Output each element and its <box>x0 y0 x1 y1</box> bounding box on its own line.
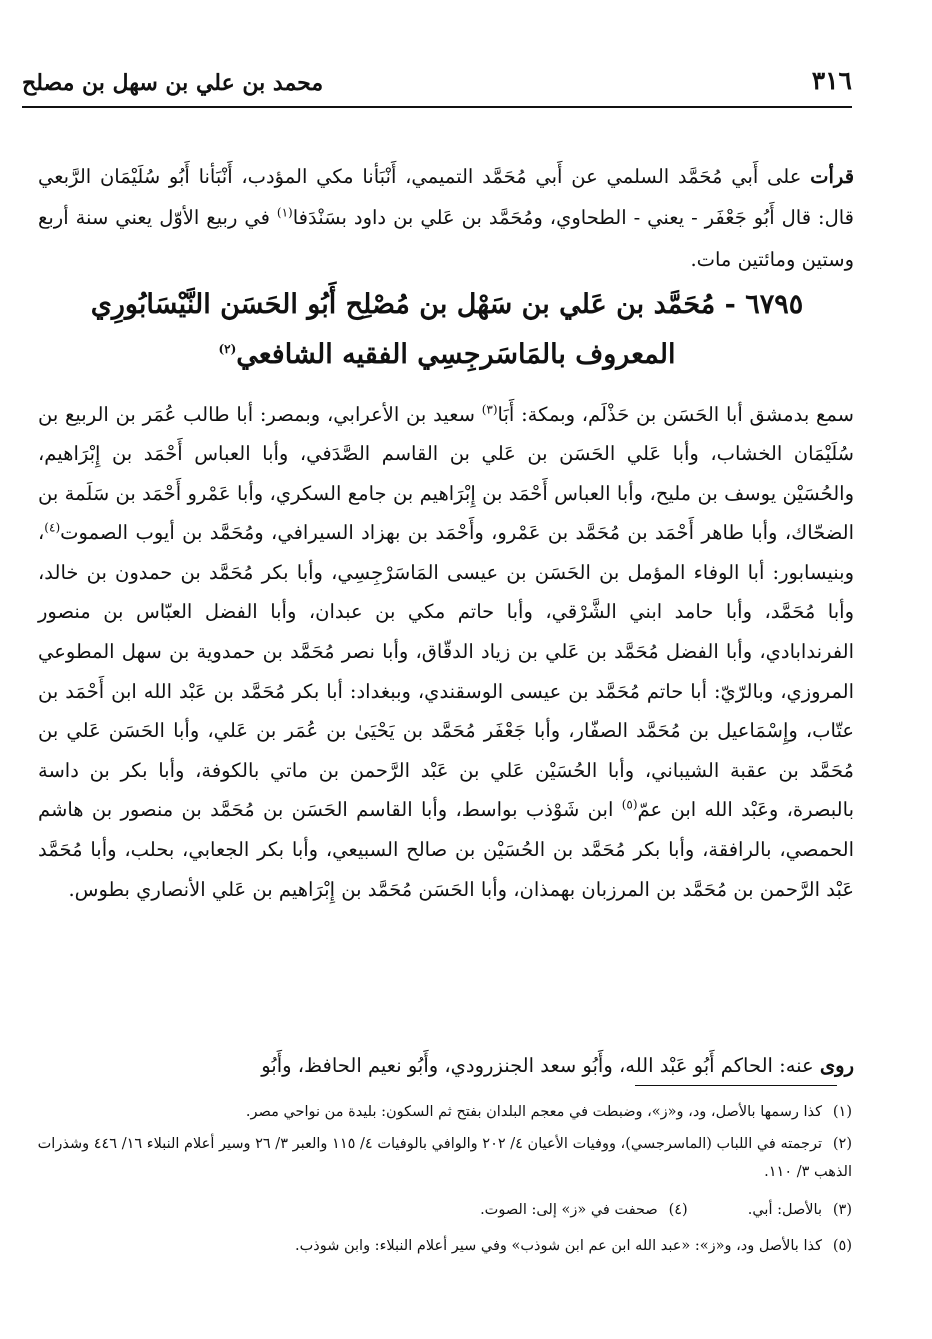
footnote-2 <box>22 1130 852 1186</box>
footnote-ref-5: (٥) <box>621 797 638 812</box>
main-paragraph-seg-1: سمع بدمشق أبا الحَسَن بن حَذْلَم، وبمكة: أَبَا <box>497 402 855 426</box>
footnote-5 <box>22 1232 852 1260</box>
footnote-4-text: صحفت في «ز» إلى: الصوت. <box>480 1202 658 1218</box>
footnote-2-text: ترجمته في اللباب (الماسرجسي)، ووفيات الأعيان ٤/ ٢٠٢ والوافي بالوفيات ٤/ ١١٥ والعبر ٣/ ٢٦ وسير أعلام النبلاء ١٦/ ٤٤٦ وشذرات الذهب ٣/ ١١٠. <box>37 1136 852 1180</box>
footnote-1-text: كذا رسمها بالأصل، ود، و«ز»، وضبطت في معجم البلدان بفتح ثم السكون: بليدة من نواحي مصر. <box>245 1104 822 1120</box>
riwa-paragraph-text: عنه: الحاكم أَبُو عَبْد الله، وأَبُو سعد الجنزرودي، وأَبُو نعيم الحافظ، وأَبُو <box>261 1053 814 1077</box>
footnote-4-number: (٤) <box>668 1202 688 1218</box>
entry-title-line-2 <box>40 330 854 380</box>
riwa-paragraph <box>38 1045 854 1087</box>
main-paragraph-seg-3: ، وبنيسابور: أبا الوفاء المؤمل بن الحَسَن بن عيسى المَاسَرْجِسِي، وأبا بكر مُحَمَّد بن حمدون بن خالد، وأبا مُحَمَّد، وأبا حامد ابني الشَّرْقي، وأبا حاتم مكي بن عبدان، وأبا الفضل العبّاس بن منصور الفرندابادي، وأبا الفضل مُحَمَّد بن عَلي بن زياد الدقّاق، وأبا نصر مُحَمَّد بن حمدوية بن سهل المطوعي المروزي، وبالرّيّ: أبا حاتم مُحَمَّد بن عيسى الوسقندي، وببغداد: أبا بكر مُحَمَّد بن عَبْد الله ابن أَحْمَد بن عتّاب، وإِسْمَاعيل بن مُحَمَّد الصفّار، وأبا جَعْفَر مُحَمَّد بن يَحْيَىٰ بن عُمَر بن عَلي، وأبا الحَسَن عَلي بن مُحَمَّد بن عقبة الشيباني، وأبا الحُسَيْن عَلي بن عَبْد الرَّحمن بن ماتي بالكوفة، وأبا بكر بن داسة بالبصرة، وعَبْد الله ابن عمّ <box>38 521 854 822</box>
footnote-ref-3: (٣) <box>481 402 498 416</box>
page-header <box>22 66 852 106</box>
header-rule <box>22 106 852 108</box>
lead-word-rawa: روى <box>819 1053 854 1077</box>
footnote-3-and-4 <box>22 1196 852 1224</box>
footnote-ref-4: (٤) <box>44 520 61 535</box>
main-paragraph-seg-4: ابن شَوْذب بواسط، وأبا القاسم الحَسَن بن مُحَمَّد بن منصور بن هاشم الحمصي، بالرافقة، وأبا بكر مُحَمَّد بن الحُسَيْن بن صالح السبيعي، وأبا بكر الجعابي، بحلب، وأبا مُحَمَّد عَبْد الرَّحمن بن مُحَمَّد بن المرزبان بهمذان، وأبا الحَسَن مُحَمَّد بن إِبْرَاهيم بن عَلي الأنصاري بطوس. <box>38 798 854 901</box>
running-title: محمد بن علي بن سهل بن مصلح <box>22 70 324 96</box>
page-number: ٣١٦ <box>811 66 852 95</box>
footnote-3-text: بالأصل: أبي. <box>747 1202 822 1218</box>
top-paragraph-text-a: على أَبي مُحَمَّد السلمي عن أَبي مُحَمَّد التميمي، أَنْبَأنا مكي المؤدب، أَنْبَأنا أَبُو سُلَيْمَان الرَّبعي قال: قال أَبُو جَعْفَر - يعني - الطحاوي، ومُحَمَّد بن عَلي بن داود بسَنْدَفا <box>38 164 854 229</box>
entry-title-line-1: ٦٧٩٥ - مُحَمَّد بن عَلي بن سَهْل بن مُصْلِح أَبُو الحَسَن النَّيْسَابُورِي <box>90 289 804 320</box>
main-paragraph-seg-2: سعيد بن الأعرابي، وبمصر: أبا طالب عُمَر بن الربيع بن سُلَيْمَان الخشاب، وأبا عَلي الحَسَن بن عَلي بن القاسم الصَّدَفي، وأبا العباس أَحْمَد بن إِبْرَاهيم، والحُسَيْن يوسف بن مليح، وأبا العباس أَحْمَد بن إِبْرَاهيم بن جامع السكري، وأبا عَمْرو أَحْمَد بن سَلَمة بن الضحّاك، وأبا طاهر أَحْمَد بن مُحَمَّد بن عَمْرو، وأَحْمَد بن بهزاد السيرافي، ومُحَمَّد بن أيوب الصموت <box>38 402 854 545</box>
footnote-ref-1: (١) <box>276 205 293 220</box>
footnote-5-text: كذا بالأصل ود، و«ز»: «عبد الله ابن عم ابن شوذب» وفي سير أعلام النبلاء: وابن شوذب. <box>295 1238 822 1254</box>
footnote-5-number: (٥) <box>832 1238 852 1254</box>
footnote-2-number: (٢) <box>832 1136 852 1152</box>
footnote-1 <box>22 1098 852 1126</box>
footnote-1-number: (١) <box>832 1104 852 1120</box>
footnote-separator <box>635 1085 837 1086</box>
footnote-3-number: (٣) <box>832 1202 852 1218</box>
lead-word-qara-tu: قرأت <box>810 164 855 188</box>
top-paragraph <box>38 156 854 281</box>
top-paragraph-text-b: في ربيع الأوّل يعني سنة أربع وستين ومائتين مات. <box>38 206 854 271</box>
footnote-ref-2: (٢) <box>218 342 237 356</box>
entry-title-line-2-text: المعروف بالمَاسَرجِسِي الفقيه الشافعي <box>236 339 676 370</box>
main-paragraph <box>38 395 854 910</box>
